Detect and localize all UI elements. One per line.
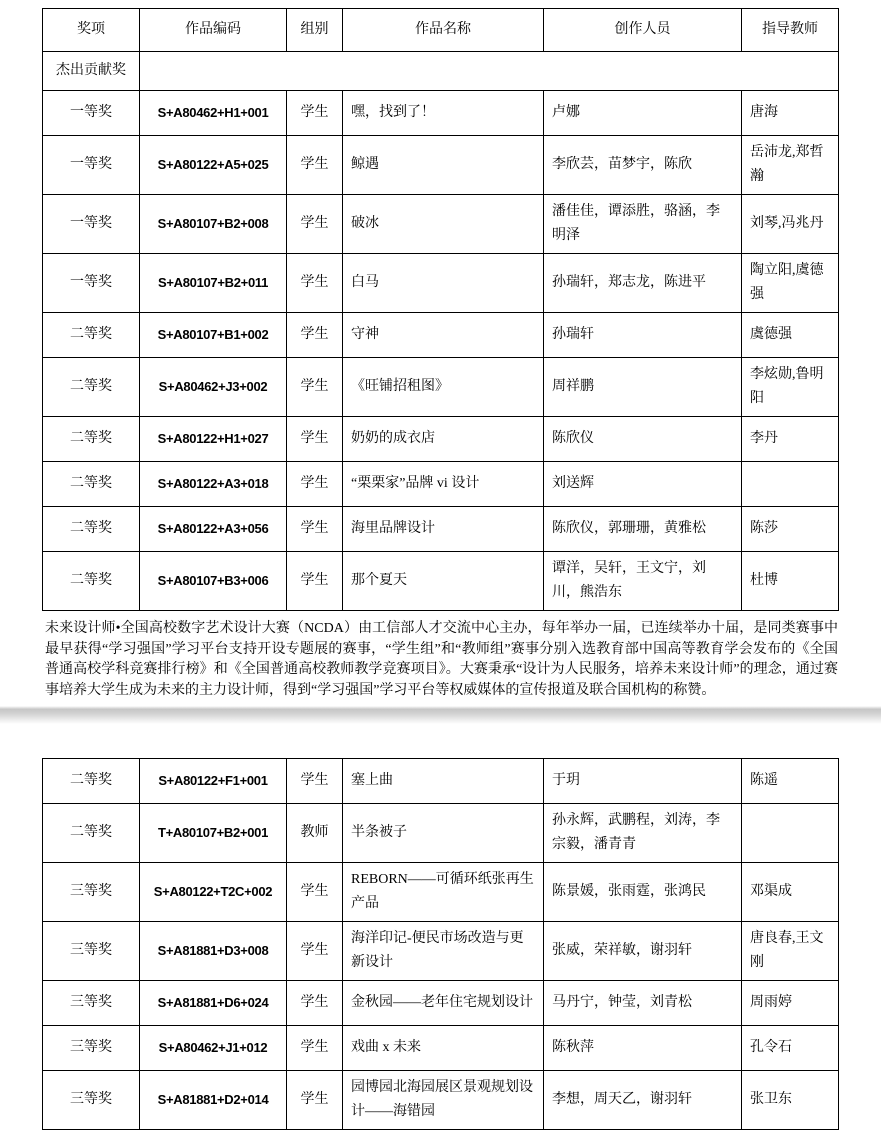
cell-teachers: 李炫勋,鲁明阳 xyxy=(742,358,839,417)
cell-title: 奶奶的成衣店 xyxy=(343,417,544,462)
cell-group: 学生 xyxy=(287,91,343,136)
cell-title: 白马 xyxy=(343,254,544,313)
cell-title: 海里品牌设计 xyxy=(343,507,544,552)
cell-group: 学生 xyxy=(287,507,343,552)
cell-code: S+A80107+B3+006 xyxy=(140,552,287,611)
cell-teachers: 周雨婷 xyxy=(742,981,839,1026)
cell-award: 三等奖 xyxy=(43,863,140,922)
cell-teachers: 孔令石 xyxy=(742,1026,839,1071)
cell-code: S+A80107+B2+008 xyxy=(140,195,287,254)
cell-teachers: 邓渠成 xyxy=(742,863,839,922)
cell-creators: 周祥鹏 xyxy=(544,358,742,417)
column-header-creators: 创作人员 xyxy=(544,9,742,52)
cell-creators: 孙瑞轩 xyxy=(544,313,742,358)
cell-award: 一等奖 xyxy=(43,91,140,136)
cell-award: 一等奖 xyxy=(43,136,140,195)
cell-teachers: 陈莎 xyxy=(742,507,839,552)
award-table-row xyxy=(43,358,839,417)
cell-code: S+A81881+D3+008 xyxy=(140,922,287,981)
cell-teachers: 张卫东 xyxy=(742,1071,839,1130)
cell-teachers: 虞德强 xyxy=(742,313,839,358)
awards-table-body-page1 xyxy=(43,52,839,611)
cell-award: 二等奖 xyxy=(43,358,140,417)
award-table-row xyxy=(43,254,839,313)
cell-group: 学生 xyxy=(287,136,343,195)
cell-award: 二等奖 xyxy=(43,313,140,358)
cell-title: 破冰 xyxy=(343,195,544,254)
cell-group: 学生 xyxy=(287,358,343,417)
award-table-row xyxy=(43,136,839,195)
cell-group: 学生 xyxy=(287,417,343,462)
award-table-row xyxy=(43,922,839,981)
cell-title: 海洋印记-便民市场改造与更新设计 xyxy=(343,922,544,981)
competition-intro-paragraph: 未来设计师•全国高校数字艺术设计大赛（NCDA）由工信部人才交流中心主办，每年举办一届，已连续举办十届，是同类赛事中最早获得“学习强国”学习平台支持开设专题展的赛事，“学生组”和“教师组”赛事分别入选教育部中国高等教育学会发布的《全国普通高校学科竞赛排行榜》和《全国普通高校教师教学竞赛项目》。大赛秉承“设计为人民服务，培养未来设计师”的理念，通过赛事培养大学生成为未来的主力设计师，得到“学习强国”学习平台等权威媒体的宣传报道及联合国机构的称赞。 xyxy=(45,621,838,698)
cell-title: 守神 xyxy=(343,313,544,358)
cell-award: 二等奖 xyxy=(43,462,140,507)
award-table-row xyxy=(43,462,839,507)
cell-creators: 陈欣仪，郭珊珊，黄雅松 xyxy=(544,507,742,552)
cell-award: 二等奖 xyxy=(43,507,140,552)
cell-code: S+A80462+J1+012 xyxy=(140,1026,287,1071)
cell-title: 《旺铺招租图》 xyxy=(343,358,544,417)
cell-award: 一等奖 xyxy=(43,195,140,254)
cell-award: 二等奖 xyxy=(43,552,140,611)
cell-code: S+A80122+H1+027 xyxy=(140,417,287,462)
cell-title: REBORN——可循环纸张再生产品 xyxy=(343,863,544,922)
award-table-row xyxy=(43,195,839,254)
cell-code: S+A81881+D2+014 xyxy=(140,1071,287,1130)
award-table-row xyxy=(43,1071,839,1130)
award-table-row xyxy=(43,1026,839,1071)
cell-creators: 张威，荣祥敏，谢羽轩 xyxy=(544,922,742,981)
cell-title: 戏曲 x 未来 xyxy=(343,1026,544,1071)
cell-creators: 陈秋萍 xyxy=(544,1026,742,1071)
column-header-award: 奖项 xyxy=(43,9,140,52)
cell-award: 三等奖 xyxy=(43,981,140,1026)
awards-table-page1 xyxy=(42,8,839,611)
header-row xyxy=(43,9,839,52)
award-table-row xyxy=(43,863,839,922)
award-table-row xyxy=(43,552,839,611)
cell-group: 学生 xyxy=(287,759,343,804)
cell-group: 学生 xyxy=(287,462,343,507)
award-table-row xyxy=(43,759,839,804)
cell-creators: 李想，周天乙，谢羽轩 xyxy=(544,1071,742,1130)
cell-award: 三等奖 xyxy=(43,922,140,981)
cell-award: 三等奖 xyxy=(43,1026,140,1071)
cell-creators: 孙瑞轩，郑志龙，陈进平 xyxy=(544,254,742,313)
cell-code: S+A80122+A3+056 xyxy=(140,507,287,552)
cell-title: 那个夏天 xyxy=(343,552,544,611)
cell-creators: 陈景媛，张雨霆，张鸿民 xyxy=(544,863,742,922)
cell-code: S+A80107+B2+011 xyxy=(140,254,287,313)
cell-creators: 于玥 xyxy=(544,759,742,804)
cell-award: 一等奖 xyxy=(43,254,140,313)
cell-code: S+A80122+F1+001 xyxy=(140,759,287,804)
column-header-group: 组别 xyxy=(287,9,343,52)
award-table-row xyxy=(43,981,839,1026)
awards-table-page2 xyxy=(42,758,839,1130)
cell-teachers: 陈遥 xyxy=(742,759,839,804)
cell-group: 学生 xyxy=(287,552,343,611)
awards-table-body-page2 xyxy=(43,759,839,1130)
page-break-divider xyxy=(0,706,881,724)
cell-code: S+A80122+A5+025 xyxy=(140,136,287,195)
cell-code: S+A80122+T2C+002 xyxy=(140,863,287,922)
cell-code: S+A80462+H1+001 xyxy=(140,91,287,136)
cell-teachers: 杜博 xyxy=(742,552,839,611)
cell-group: 学生 xyxy=(287,313,343,358)
cell-award: 二等奖 xyxy=(43,804,140,863)
cell-group: 学生 xyxy=(287,1026,343,1071)
cell-teachers: 陶立阳,虞德强 xyxy=(742,254,839,313)
cell-group: 学生 xyxy=(287,195,343,254)
column-header-code: 作品编码 xyxy=(140,9,287,52)
cell-award: 二等奖 xyxy=(43,759,140,804)
cell-creators: 潘佳佳，谭添胜，骆涵，李明泽 xyxy=(544,195,742,254)
cell-creators: 刘送辉 xyxy=(544,462,742,507)
award-table-row xyxy=(43,91,839,136)
cell-group: 学生 xyxy=(287,922,343,981)
special-award-row xyxy=(43,52,839,91)
column-header-title: 作品名称 xyxy=(343,9,544,52)
cell-award: 三等奖 xyxy=(43,1071,140,1130)
award-table-row xyxy=(43,507,839,552)
cell-empty-merged xyxy=(140,52,839,91)
cell-group: 教师 xyxy=(287,804,343,863)
cell-teachers xyxy=(742,462,839,507)
cell-code: T+A80107+B2+001 xyxy=(140,804,287,863)
cell-group: 学生 xyxy=(287,1071,343,1130)
cell-title: 鲸遇 xyxy=(343,136,544,195)
cell-title: 半条被子 xyxy=(343,804,544,863)
cell-creators: 孙永辉，武鹏程，刘涛，李宗毅，潘青青 xyxy=(544,804,742,863)
cell-group: 学生 xyxy=(287,254,343,313)
award-table-row xyxy=(43,417,839,462)
cell-creators: 马丹宁，钟莹，刘青松 xyxy=(544,981,742,1026)
cell-code: S+A80107+B1+002 xyxy=(140,313,287,358)
cell-award: 二等奖 xyxy=(43,417,140,462)
cell-creators: 谭洋，吴轩，王文宁，刘川，熊浩东 xyxy=(544,552,742,611)
cell-code: S+A81881+D6+024 xyxy=(140,981,287,1026)
cell-title: 塞上曲 xyxy=(343,759,544,804)
award-table-row xyxy=(43,313,839,358)
cell-teachers: 唐海 xyxy=(742,91,839,136)
cell-creators: 陈欣仪 xyxy=(544,417,742,462)
cell-teachers: 刘琴,冯兆丹 xyxy=(742,195,839,254)
cell-teachers: 岳沛龙,郑哲瀚 xyxy=(742,136,839,195)
cell-teachers: 李丹 xyxy=(742,417,839,462)
awards-table-header xyxy=(43,9,839,52)
cell-code: S+A80122+A3+018 xyxy=(140,462,287,507)
cell-title: 嘿，找到了！ xyxy=(343,91,544,136)
column-header-teachers: 指导教师 xyxy=(742,9,839,52)
cell-creators: 李欣芸，苗梦宇，陈欣 xyxy=(544,136,742,195)
cell-title: 园博园北海园展区景观规划设计——海错园 xyxy=(343,1071,544,1130)
award-table-row xyxy=(43,804,839,863)
cell-teachers xyxy=(742,804,839,863)
cell-code: S+A80462+J3+002 xyxy=(140,358,287,417)
cell-group: 学生 xyxy=(287,863,343,922)
cell-title: 金秋园——老年住宅规划设计 xyxy=(343,981,544,1026)
cell-group: 学生 xyxy=(287,981,343,1026)
cell-teachers: 唐良春,王文刚 xyxy=(742,922,839,981)
cell-award: 杰出贡献奖 xyxy=(43,52,140,91)
cell-creators: 卢娜 xyxy=(544,91,742,136)
cell-title: “栗栗家”品牌 vi 设计 xyxy=(343,462,544,507)
